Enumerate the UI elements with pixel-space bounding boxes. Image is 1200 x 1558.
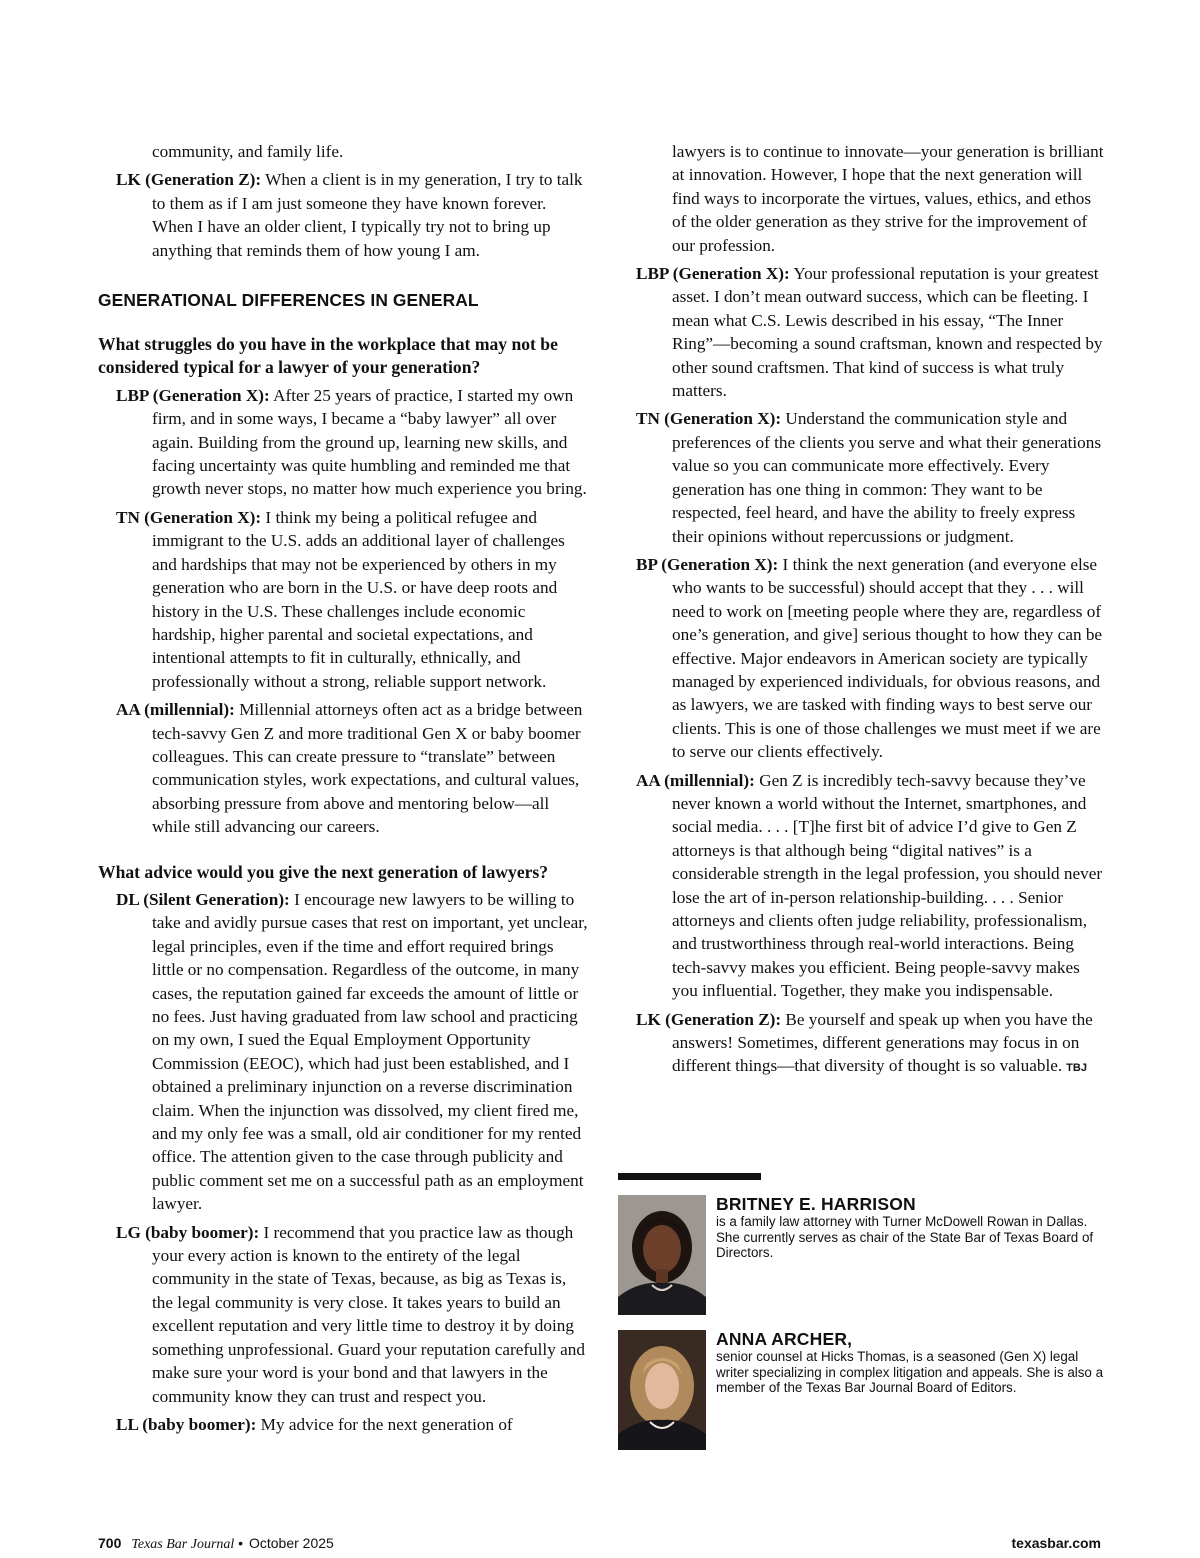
speaker-label: BP (Generation X): [636, 554, 779, 574]
bio-divider [618, 1173, 761, 1180]
answer-lk [636, 1008, 1106, 1081]
speaker-label: AA (millennial): [116, 700, 235, 720]
answer-aa [98, 698, 588, 838]
answer-text: I recommend that you practice law as though your every action is known to the entirety of the legal community in the state of Texas, because, as big as Texas is, the legal community is very close. It takes years to build an excellent reputation and very little time to destroy it by doing something unprofessional. Guard your reputation carefully and make sure your word is your bond and that lawyers in the community know they can trust and respect you. [152, 1222, 585, 1406]
answer-text: Understand the communication style and preferences of the clients you serve and what their generations value so you can communicate more effectively. Every generation has one thing in common: They want to be respected, feel heard, and have the ability to freely express their opinions without repercussions or judgment. [672, 409, 1102, 546]
answer-lk [98, 168, 588, 262]
speaker-label: LK (Generation Z): [116, 170, 262, 190]
answer-lbp [98, 384, 588, 501]
answer-tn [98, 506, 588, 693]
speaker-label: LBP (Generation X): [116, 385, 270, 405]
left-column [98, 140, 588, 1441]
speaker-label: LK (Generation Z): [636, 1009, 782, 1029]
author-name: BRITNEY E. HARRISON [716, 1194, 916, 1214]
answer-ll [98, 1413, 588, 1436]
speaker-label: LBP (Generation X): [636, 264, 790, 284]
speaker-label: TN (Generation X): [636, 409, 782, 429]
question-1: What struggles do you have in the workplace that may not be considered typical for a lawyer of your generation? [98, 334, 558, 378]
continued-paragraph: community, and family life. [152, 142, 344, 161]
continued-paragraph: lawyers is to continue to innovate—your generation is brilliant at innovation. However, I hope that the next generation will find ways to incorporate the virtues, values, ethics, and ethos of the older generation as they strive for the improvement of our profession. [672, 142, 1104, 255]
page-footer [98, 1535, 1101, 1553]
answer-text: I think my being a political refugee and immigrant to the U.S. adds an additional layer of challenges and hardships that may not be experienced by others in my generation who are born in the U.S. or have deep roots and history in the U.S. These challenges include economic hardship, higher parental and societal expectations, and intentional attempts to fit in culturally, ethnically, and professionally without a strong, reliable support network. [152, 507, 565, 691]
speaker-label: TN (Generation X): [116, 507, 262, 527]
answer-text: After 25 years of practice, I started my own firm, and in some ways, I became a “baby lawyer” all over again. Building from the ground up, learning new skills, and facing uncertainty was quite humbling and reminded me that growth never stops, no matter how much experience you bring. [152, 385, 587, 499]
answer-text: Your professional reputation is your greatest asset. I don’t mean outward success, which can be fleeting. I mean what C.S. Lewis described in his essay, “The Inner Ring”—becoming a sound craftsman, known and respected by other sound craftsmen. That kind of success is what truly matters. [672, 264, 1103, 401]
author-description: is a family law attorney with Turner McDowell Rowan in Dallas. She currently serves as chair of the State Bar of Texas Board of Directors. [716, 1214, 1094, 1261]
answer-text: Millennial attorneys often act as a bridge between tech-savvy Gen Z and more traditional Gen X or baby boomer colleagues. This can create pressure to “translate” between communication styles, work expectations, and cultural values, absorbing pressure from above and mentoring below—all while still advancing our careers. [152, 700, 583, 837]
author-photo [618, 1330, 706, 1450]
speaker-label: DL (Silent Generation): [116, 889, 290, 909]
page-number: 700 [98, 1535, 122, 1551]
answer-text: I encourage new lawyers to be willing to take and avidly pursue cases that rest on important, yet unclear, legal principles, even if the time and effort required brings little or no compensation. Regardless of the outcome, in many cases, the reputation gained far exceeds the amount of little or no fees. Just having graduated from law school and practicing on my own, I sued the Equal Employment Opportunity Commission (EEOC), which had just been established, and I obtained a preliminary injunction on a reverse discrimination claim. When the injunction was dissolved, my client fired me, and my only fee was a small, old air conditioner for my rented office. The attention given to the case through publicity and public comment set me on a successful path as an employment lawyer. [152, 889, 588, 1214]
footer-separator: • [234, 1535, 247, 1551]
answer-dl [98, 888, 588, 1216]
answer-bp [636, 553, 1106, 764]
answer-text: My advice for the next generation of [256, 1414, 513, 1434]
issue-date: October 2025 [248, 1535, 334, 1551]
answer-text: When a client is in my generation, I try to talk to them as if I am just someone they have known forever. When I have an older client, I typically try not to bring up anything that reminds them of how young I am. [152, 170, 583, 260]
answer-aa [636, 769, 1106, 1003]
answer-text: Gen Z is incredibly tech-savvy because they’ve never known a world without the Internet, smartphones, and social media. . . . [T]he first bit of advice I’d give to Gen Z attorneys is that although being “digital natives” is a considerable strength in the legal profession, you should never lose the art of in-person relationship-building. . . . Senior attorneys and clients often judge reliability, professionalism, and trustworthiness through real-world interactions. Being tech-savvy makes you efficient. Being people-savvy makes you influential. Together, they make you indispensable. [672, 770, 1103, 1001]
answer-lg [98, 1221, 588, 1408]
question-2: What advice would you give the next generation of lawyers? [98, 861, 549, 882]
section-heading: GENERATIONAL DIFFERENCES IN GENERAL [98, 290, 479, 311]
author-name: ANNA ARCHER, [716, 1329, 853, 1349]
speaker-label: LG (baby boomer): [116, 1222, 260, 1242]
speaker-label: LL (baby boomer): [116, 1414, 257, 1434]
answer-text: Be yourself and speak up when you have the answers! Sometimes, different generations may focus in on different things—that diversity of thought is so valuable. [672, 1009, 1093, 1076]
answer-text: I think the next generation (and everyone else who wants to be successful) should accept that they . . . will need to work on [meeting people where they are, regardless of one’s generation, and give] serious thought to how they can be effective. Major endeavors in American society are typically managed by experienced individuals, for obvious reasons, and as lawyers, we are tasked with finding ways to best serve our clients. This is one of those challenges we must meet if we are to serve our clients effectively. [672, 554, 1103, 762]
end-mark: TBJ [1066, 1062, 1087, 1075]
magazine-title: Texas Bar Journal [131, 1537, 235, 1552]
right-column [636, 140, 1106, 1086]
answer-tn [636, 407, 1106, 547]
author-description: senior counsel at Hicks Thomas, is a seasoned (Gen X) legal writer specializing in complex litigation and appeals. She is also a member of the Texas Bar Journal Board of Editors. [716, 1349, 1104, 1396]
speaker-label: AA (millennial): [636, 770, 755, 790]
answer-lbp [636, 262, 1106, 402]
website-link[interactable]: texasbar.com [1011, 1535, 1101, 1551]
author-photo [618, 1195, 706, 1315]
